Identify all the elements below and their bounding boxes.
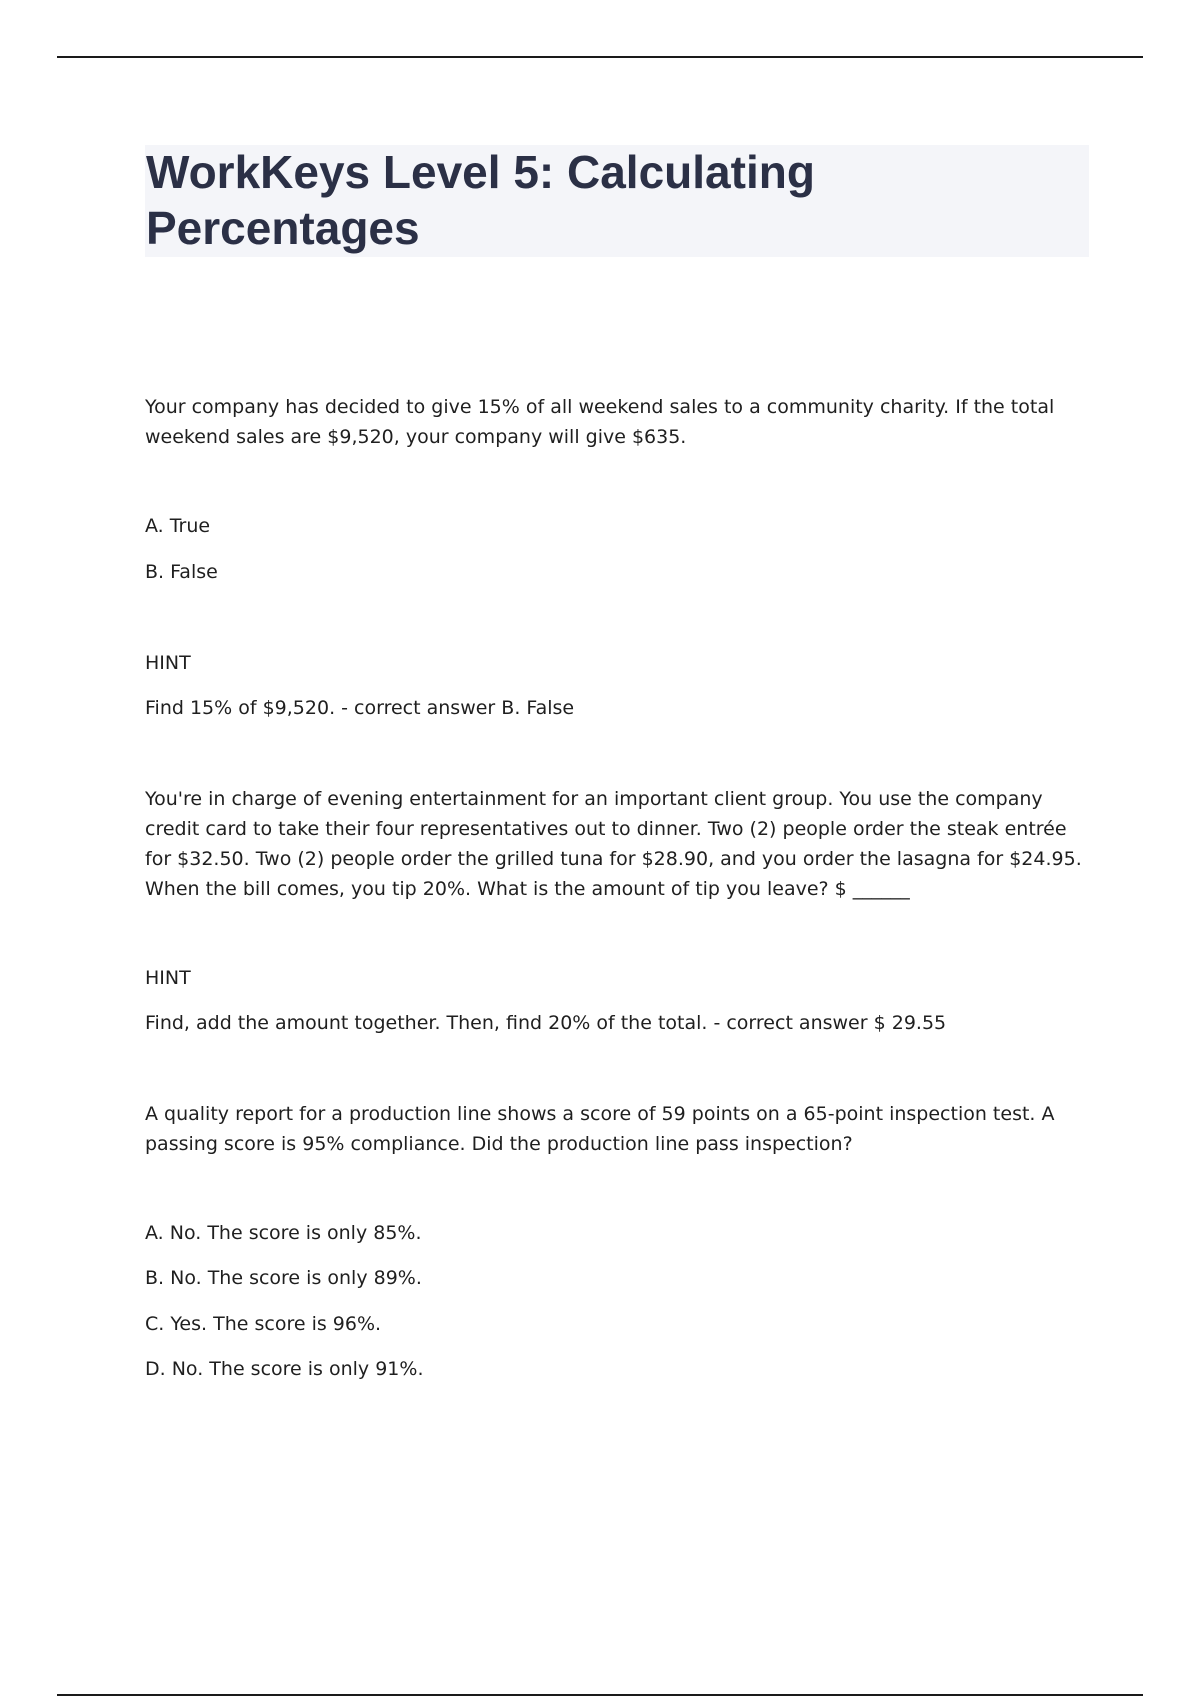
question-1-text: Your company has decided to give 15% of all weekend sales to a community charity. If the total weekend sales are $9,520, your company will give $635. [145,396,1055,448]
question-2-hint-answer: Find, add the amount together. Then, find 20% of the total. - correct answer $ 29.55 [145,1012,947,1034]
question-1-option-a: A. True [145,515,211,537]
top-divider [57,56,1143,58]
question-1-option-b: B. False [145,561,218,583]
question-3-option-d: D. No. The score is only 91%. [145,1358,424,1380]
question-1-hint-answer: Find 15% of $9,520. - correct answer B. False [145,697,575,719]
question-3-option-c: C. Yes. The score is 96%. [145,1313,382,1335]
question-3-text: A quality report for a production line shows a score of 59 points on a 65-point inspection test. A passing score is 95% compliance. Did the production line pass inspection? [145,1103,1055,1155]
question-3-option-b: B. No. The score is only 89%. [145,1267,422,1289]
page-title: WorkKeys Level 5: Calculating Percentages [146,146,815,254]
question-3-option-a: A. No. The score is only 85%. [145,1222,422,1244]
question-2-hint-label: HINT [145,967,191,989]
bottom-divider [57,1694,1143,1696]
question-2-text: You're in charge of evening entertainment for an important client group. You use the company credit card to take their four representatives out to dinner. Two (2) people order the steak entrée for $32.50. Two (2) people order the grilled tuna for $28.90, and you order the lasagna for $24.95. When the bill comes, you tip 20%. What is the amount of tip you leave? $ ______ [145,788,1082,900]
question-1-hint-label: HINT [145,652,191,674]
